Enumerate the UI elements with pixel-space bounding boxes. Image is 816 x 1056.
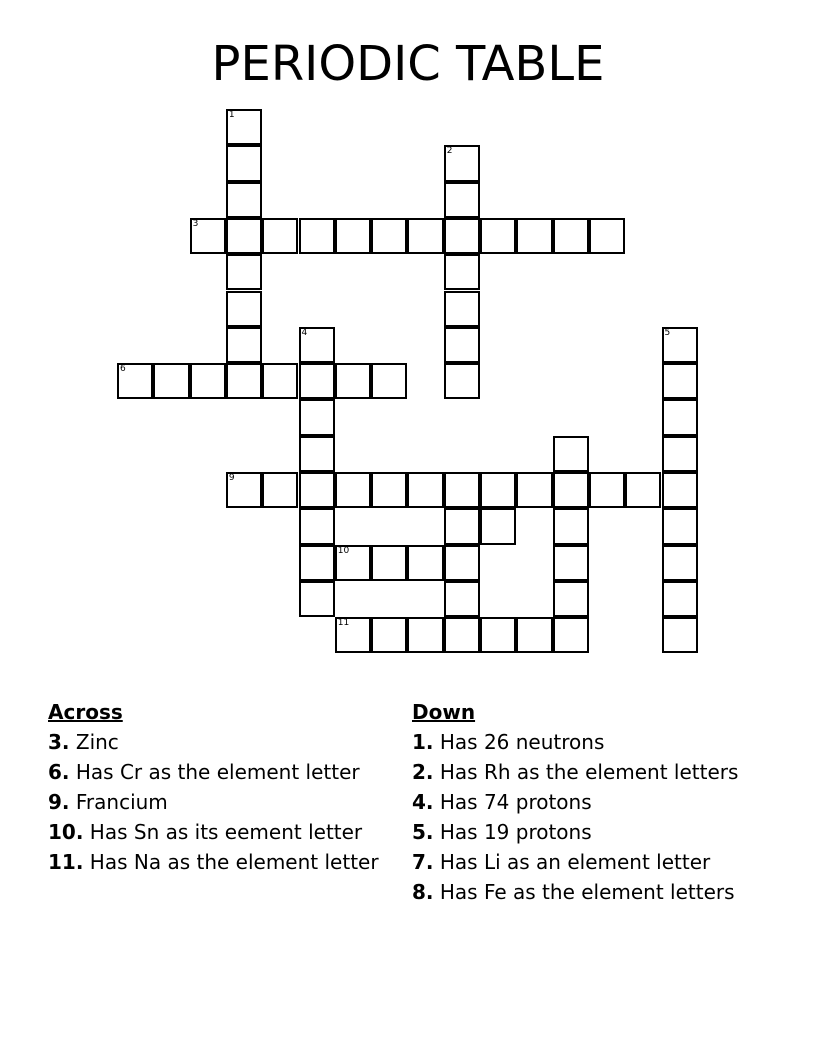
clue-number: 7. <box>412 850 434 874</box>
grid-cell[interactable] <box>226 291 262 327</box>
grid-cell[interactable] <box>444 363 480 399</box>
grid-cell[interactable] <box>553 617 589 653</box>
grid-cell[interactable] <box>335 617 371 653</box>
clue-number-label: 1 <box>228 110 235 120</box>
clue-down-2 <box>412 760 757 784</box>
grid-cell[interactable] <box>516 218 552 254</box>
clue-number: 9. <box>48 790 70 814</box>
grid-cell[interactable] <box>480 617 516 653</box>
clue-text: Francium <box>75 790 168 814</box>
grid-cell[interactable] <box>407 617 443 653</box>
grid-cell[interactable] <box>117 363 153 399</box>
page-title: PERIODIC TABLE <box>211 36 605 92</box>
clue-down-8 <box>412 880 757 904</box>
grid-cell[interactable] <box>553 545 589 581</box>
clue-number-label: 10 <box>337 545 350 556</box>
clue-down-5 <box>412 820 757 844</box>
grid-cell[interactable] <box>480 218 516 254</box>
grid-cell[interactable] <box>299 508 335 544</box>
grid-cell[interactable] <box>335 545 371 581</box>
grid-cell[interactable] <box>299 472 335 508</box>
grid-cell[interactable] <box>226 363 262 399</box>
grid-cell[interactable] <box>190 218 226 254</box>
grid-cell[interactable] <box>444 182 480 218</box>
clue-number-label: 6 <box>120 364 126 375</box>
clue-number-label: 11 <box>337 618 350 629</box>
grid-cell[interactable] <box>226 254 262 290</box>
clue-text: Has Cr as the element letter <box>75 760 360 784</box>
grid-cell[interactable] <box>553 508 589 544</box>
grid-cell[interactable] <box>299 581 335 617</box>
grid-cell[interactable] <box>226 472 262 508</box>
grid-cell[interactable] <box>553 218 589 254</box>
grid-cell[interactable] <box>516 472 552 508</box>
grid-cell[interactable] <box>444 254 480 290</box>
grid-cell[interactable] <box>444 218 480 254</box>
clue-number-label: 3 <box>192 218 199 229</box>
grid-cell[interactable] <box>371 617 407 653</box>
grid-cell[interactable] <box>262 472 298 508</box>
grid-cell[interactable] <box>480 472 516 508</box>
grid-cell[interactable] <box>371 218 407 254</box>
grid-cell[interactable] <box>299 545 335 581</box>
clue-across-3 <box>48 730 393 754</box>
grid-cell[interactable] <box>226 218 262 254</box>
grid-cell[interactable] <box>444 617 480 653</box>
grid-cell[interactable] <box>371 472 407 508</box>
grid-cell[interactable] <box>662 363 698 399</box>
grid-cell[interactable] <box>444 545 480 581</box>
grid-cell[interactable] <box>480 508 516 544</box>
clue-number: 5. <box>412 820 434 844</box>
grid-cell[interactable] <box>226 327 262 363</box>
grid-cell[interactable] <box>335 363 371 399</box>
grid-cell[interactable] <box>371 545 407 581</box>
clue-text: Has Li as an element letter <box>439 850 711 874</box>
grid-cell[interactable] <box>299 399 335 435</box>
clue-number: 3. <box>48 730 70 754</box>
clue-number: 6. <box>48 760 70 784</box>
grid-cell[interactable] <box>407 472 443 508</box>
grid-cell[interactable] <box>299 436 335 472</box>
grid-cell[interactable] <box>444 327 480 363</box>
grid-cell[interactable] <box>444 581 480 617</box>
grid-cell[interactable] <box>662 581 698 617</box>
grid-cell[interactable] <box>444 145 480 181</box>
clue-across-11 <box>48 850 393 874</box>
grid-cell[interactable] <box>262 218 298 254</box>
grid-cell[interactable] <box>226 145 262 181</box>
clue-across-6 <box>48 760 393 784</box>
clue-text: Has Fe as the element letters <box>439 880 735 904</box>
grid-cell[interactable] <box>662 545 698 581</box>
clue-text: Has Sn as its eement letter <box>89 820 363 844</box>
grid-cell[interactable] <box>516 617 552 653</box>
clue-text: Has 74 protons <box>439 790 592 814</box>
grid-cell[interactable] <box>662 436 698 472</box>
clue-number-label: 9 <box>228 473 235 483</box>
grid-cell[interactable] <box>662 508 698 544</box>
grid-cell[interactable] <box>662 472 698 508</box>
grid-cell[interactable] <box>662 327 698 363</box>
clue-down-7 <box>412 850 757 874</box>
clue-number-label: 2 <box>446 146 453 157</box>
clue-number: 10. <box>48 820 84 844</box>
down-heading: Down <box>412 700 476 724</box>
grid-cell[interactable] <box>299 218 335 254</box>
grid-cell[interactable] <box>407 545 443 581</box>
clue-text: Has Rh as the element letters <box>439 760 739 784</box>
clue-number: 1. <box>412 730 434 754</box>
grid-cell[interactable] <box>335 218 371 254</box>
grid-cell[interactable] <box>553 436 589 472</box>
grid-cell[interactable] <box>553 581 589 617</box>
clue-text: Zinc <box>75 730 119 754</box>
grid-cell[interactable] <box>153 363 189 399</box>
grid-cell[interactable] <box>299 363 335 399</box>
across-clues <box>48 700 393 880</box>
grid-cell[interactable] <box>226 109 262 145</box>
grid-cell[interactable] <box>190 363 226 399</box>
grid-cell[interactable] <box>262 363 298 399</box>
grid-cell[interactable] <box>625 472 661 508</box>
grid-cell[interactable] <box>407 218 443 254</box>
grid-cell[interactable] <box>335 472 371 508</box>
grid-cell[interactable] <box>662 399 698 435</box>
grid-cell[interactable] <box>444 472 480 508</box>
grid-cell[interactable] <box>226 182 262 218</box>
grid-cell[interactable] <box>299 327 335 363</box>
grid-cell[interactable] <box>589 472 625 508</box>
across-heading: Across <box>48 700 123 724</box>
grid-cell[interactable] <box>662 617 698 653</box>
clue-text: Has 19 protons <box>439 820 592 844</box>
grid-cell[interactable] <box>371 363 407 399</box>
clue-number-label: 5 <box>664 327 671 338</box>
grid-cell[interactable] <box>444 508 480 544</box>
clue-across-9 <box>48 790 393 814</box>
down-clues <box>412 700 757 910</box>
clue-number: 4. <box>412 790 434 814</box>
grid-cell[interactable] <box>553 472 589 508</box>
clue-number-label: 4 <box>301 327 308 338</box>
clue-down-1 <box>412 730 757 754</box>
clue-number: 11. <box>48 850 84 874</box>
grid-cell[interactable] <box>589 218 625 254</box>
clue-across-10 <box>48 820 393 844</box>
clue-text: Has 26 neutrons <box>439 730 605 754</box>
clue-text: Has Na as the element letter <box>89 850 379 874</box>
grid-cell[interactable] <box>444 291 480 327</box>
clue-number: 8. <box>412 880 434 904</box>
clue-number: 2. <box>412 760 434 784</box>
clue-down-4 <box>412 790 757 814</box>
